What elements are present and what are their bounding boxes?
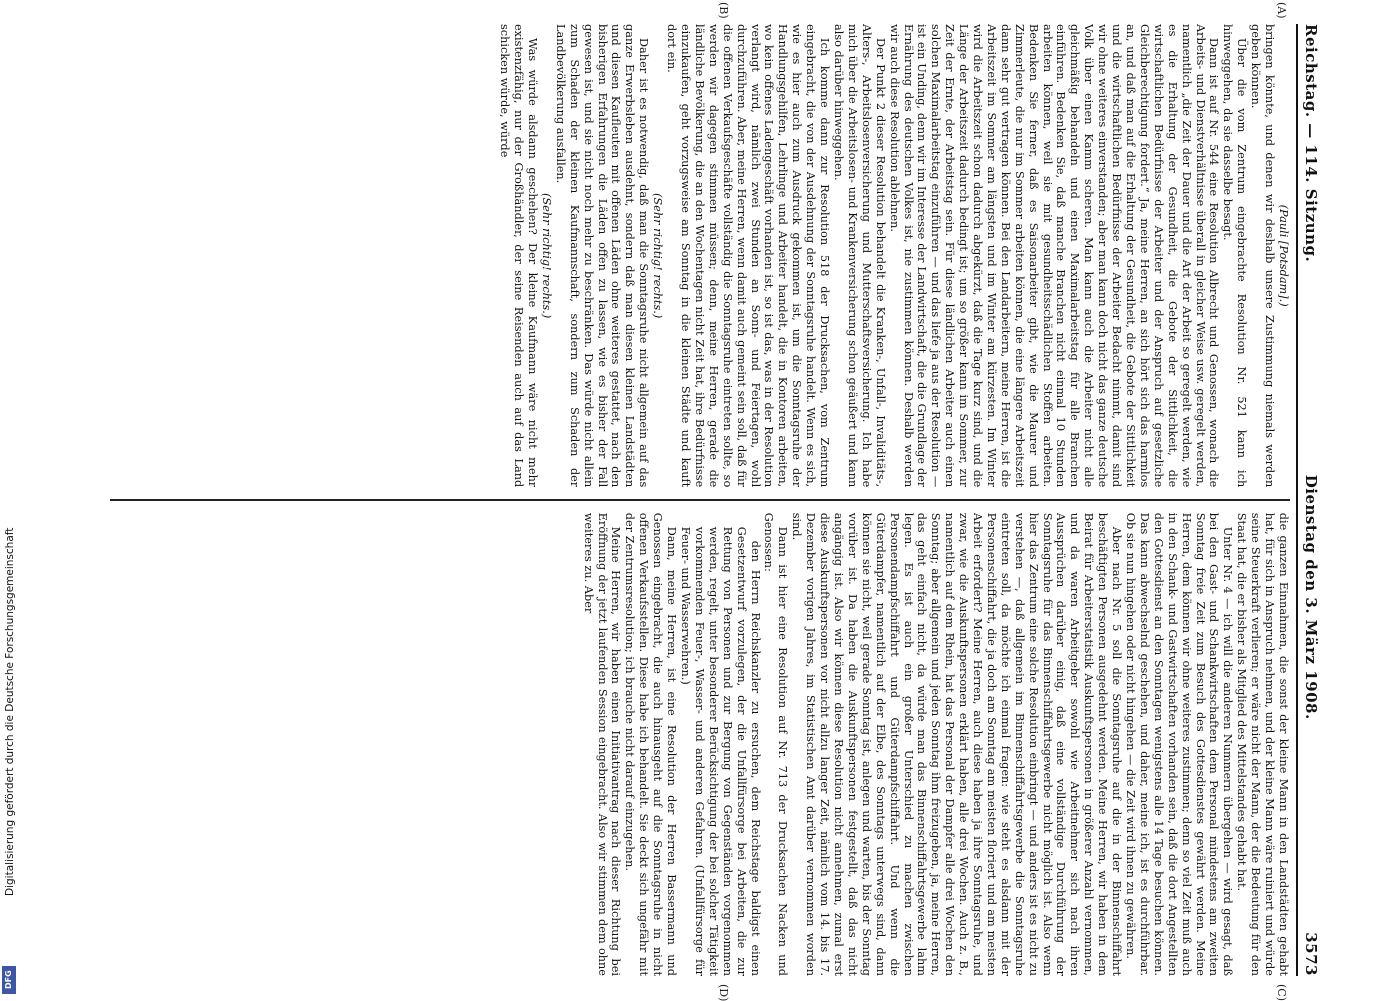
column-divider <box>110 499 1290 500</box>
left-column <box>110 24 1290 487</box>
margin-marker-d: (D) <box>717 984 730 1001</box>
funding-note-strip <box>0 0 18 1000</box>
interjection: (Sehr richtig! rechts.) <box>539 193 553 319</box>
paragraph: Dann ist hier eine Resolution auf Nr. 713 der Drucksachen Nacken und Genossen: <box>762 512 790 976</box>
paragraph: die ganzen Einnahmen, die sonst der kleine Mann in den Landstädten gehabt hat, für sich in Anspruch nehmen, und der kleine Mann wäre ruiniert und würde seine Steuerkraft verlieren; er wäre nicht der Mann, der die Bedeutung für den Staat hat, die er bisher als Mitglied des Mittelstandes gehabt hat. <box>1235 512 1290 976</box>
right-column <box>110 513 1290 976</box>
margin-marker-b: (B) <box>717 2 730 19</box>
paragraph: Was würde alsdann geschehen? Der kleine Kaufmann wäre nicht mehr existenzfähig, nur der Großhändler, der seine Reisenden auch auf das Land schicken würde, würde <box>498 24 540 488</box>
paragraph: Dann, meine Herren, ist eine Resolution der Herren Bassermann und Genossen eingebracht, die auch hinausgeht auf die Sonntagsruhe in nicht offenen Verkaufsstellen. Diese habe ich behandelt. Sie deckt sich ungefähr mit der Zentrumsresolution; ich brauche nicht darauf einzugehen. <box>623 512 679 976</box>
page-number: 3573 <box>1302 932 1320 976</box>
paragraph: Über die vom Zentrum eingebrachte Resolution Nr. 521 kann ich hinweggehen, da sie dasselbe besagt. <box>1221 24 1249 488</box>
paragraph: Daher ist es notwendig, daß man die Sonntagsruhe nicht allgemein auf das ganze Erwerbsleben ausdehnt, sondern daß man diesen kleinen Landstädten und diesen Kaufleuten mit offenen Läden ohne weiteres gestattet, nach den bisherigen Erfahrungen die Läden offen zu lassen, wie es bisher der Fall gewesen ist, und sie nicht noch mehr zu beschränken. Das würde nicht allein zum Schaden der kleinen Kaufmannschaft, sondern zum Schaden der Landbevölkerung ausfallen. <box>553 24 651 488</box>
paragraph: bringen könnte, und denen wir deshalb unsere Zustimmung niemals werden geben können. <box>1249 24 1277 488</box>
paragraph: Meine Herren, wir haben einen Initiativantrag nach dieser Richtung bei Eröffnung der jetzt laufenden Session eingebracht. Also wir stimmen dem ohne weiteres zu. Aber <box>581 512 623 976</box>
speaker-name: (Pauli [Potsdam].) <box>1277 204 1290 307</box>
paragraph: Der Punkt 2 dieser Resolution behandelt die Kranken-, Unfall-, Invaliditäts-, Alters-, Arbeitslosenversicherung und Mutterschaftsversicherung. Ich habe mich über die Arbeitslosen- und Krankenversicherung schon geäußert und kann also darüber hinweggehen. <box>832 24 887 488</box>
funding-note: Digitalisierung gefördert durch die Deutsche Forschungsgemeinschaft <box>4 527 16 896</box>
margin-marker-c: (C) <box>1275 984 1288 1001</box>
header-date: Dienstag den 3. März 1908. <box>1302 474 1320 720</box>
paragraph: Unter Nr. 4 — ich will die anderen Nummern übergehen — wird gesagt, daß bei den Gast- und Schankwirtschaften dem Personal mindestens am zweiten Sonntag freie Zeit zum Besuch des Gottesdienstes gewährt werden. Meine Herren, dem können wir ohne weiteres zustimmen; denn so viel Zeit muß auch in den Schank- und Gastwirtschaften vorhanden sein, daß die dort Angestellten den Gottesdienst an den Sonntagen wenigstens alle 14 Tage besuchen können. Das kann abwechselnd geschehen, und daher, meine ich, ist es durchführbar. Ob sie nun hingehen oder nicht hingehen — die Zeit wird ihnen zu gewähren. <box>1124 512 1235 976</box>
margin-marker-a: (A) <box>1275 2 1288 19</box>
header-session: Reichstag. — 114. Sitzung. <box>1302 24 1320 263</box>
interjection: (Sehr richtig! rechts.) <box>651 193 665 319</box>
text-columns <box>110 2 1290 1001</box>
page-header <box>1296 24 1324 976</box>
paragraph: Ich komme dann zur Resolution 518 der Drucksachen, vom Zentrum eingebracht, die von der Ausdehnung der Sonntagsruhe handelt. Wenn es sich, wie es hier auch zum Ausdruck gekommen ist, um die Sonntagsruhe der Handlungsgehilfen, Lehrlinge und Arbeiter handelt, die in Kontoren arbeiten, wo kein offenes Ladengeschäft vorhanden ist, so ist das, was in der Resolution verlangt wird, nämlich zwei Stunden an Sonn- und Feiertagen, wohl durchzuführen. Aber, meine Herren, wenn damit auch gemeint sein soll, daß für die offenen Verkaufsgeschäfte vollständig die Sonntagsruhe eintreten sollte, so werden wir dagegen stimmen müssen; denn, meine Herren, gerade die ländliche Bevölkerung, die an den Wochentagen nicht Zeit hat, ihre Bedürfnisse einzukaufen, geht vorzugsweise am Sonntag in die kleinen Städte und kauft dort ein. <box>665 24 832 488</box>
quoted-resolution: den Herrn Reichskanzler zu ersuchen, dem Reichstage baldigst einen Gesetzentwurf vorzulegen, der die Unfallfürsorge bei Arbeiten, die zur Rettung von Personen und zur Bergung von Gegenständen vorgenommen werden, regelt, unter besonderer Berücksichtigung der bei solcher Tätigkeit vorkommenden Feuer-, Wasser- und anderen Gefahren. (Unfallfürsorge für Feuer- und Wasserwehren.) <box>679 526 762 976</box>
paragraph: Aber nach Nr. 5 soll die Sonntagsruhe auf die in der Binnenschiffahrt beschäftigten Personen ausgedehnt werden. Meine Herren, wir haben in dem Beirat für Arbeiterstatistik Auskunftspersonen in größerer Anzahl vernommen, und da waren Arbeitgeber sowohl wie Arbeitnehmer sich nach ihren Aussprüchen darüber einig, daß eine vollständige Durchführung der Sonntagsruhe für das Binnenschiffahrtsgewerbe nicht möglich ist. Also wenn hier das Zentrum eine solche Resolution einbringt — und anders ist es nicht zu verstehen —, daß allgemein im Binnenschiffahrtsgewerbe die Sonntagsruhe eintreten soll, da möchte ich einmal fragen: wie steht es alsdann mit der Personenschiffahrt, die ja doch am Sonntag am meisten floriert und am meisten Arbeit erfordert? Meine Herren, auch diese haben ja ihre Sonntagsruhe, und zwar, wie die Auskunftspersonen erklärt haben, alle drei Wochen. Auch z. B., namentlich auf dem Rhein, hat das Personal der Dampfer alle drei Wochen den Sonntag; aber allgemein und jeden Sonntag ihm freizugeben, ja, meine Herren, das geht einfach nicht, da würde man das Binnenschiffahrtsgewerbe lahm legen. Es ist auch ein großer Unterschied zu machen zwischen Personendampfschiffahrt und Güterdampfschiffahrt. Und wenn die Güterdampfer, namentlich auf der Elbe, des Sonntags unterwegs sind, dann können sie nicht, weil gerade Sonntag ist, anlegen und warten, bis der Sonntag vorüber ist. Da haben die Auskunftspersonen festgestellt, daß das nicht angängig ist. Also wir können diese Resolution nicht annehmen, zumal erst diese Auskunftspersonen vor nicht allzu langer Zeit, nämlich vom 14. bis 17. Dezember vorigen Jahres, im Statistischen Amt darüber vernommen worden sind. <box>790 512 1124 976</box>
paragraph: Dann ist auf Nr. 544 eine Resolution Albrecht und Genossen, wonach die Arbeits- und Dienstverhältnisse überall in gleicher Weise usw. geregelt werden, namentlich „die Zeit der Dauer und die Art der Arbeit so geregelt werden, wie es die Erhaltung der Gesundheit, die Gebote der Sittlichkeit, die wirtschaftlichen Bedürfnisse der Arbeiter und der Anspruch auf gesetzliche Gleichberechtigung fordert.“ Ja, meine Herren, an sich hört sich das harmlos an, und daß man auf die Erhaltung der Gesundheit, die Gebote der Sittlichkeit und die wirtschaftlichen Bedürfnisse der Arbeiter Bedacht nimmt, damit sind wir ohne weiteres einverstanden; aber man kann doch nicht das ganze deutsche Volk über einen Kamm scheren. Man kann auch die Arbeiter nicht alle gleichmäßig behandeln und einen Maximalarbeitstag für alle Branchen einführen. Bedenken Sie, daß manche Branchen nicht einmal 10 Stunden arbeiten können, weil sie mit gesundheitsschädlichen Stoffen arbeiten. Bedenken Sie ferner, daß es Saisonarbeiter gibt, wie die Maurer und Zimmerleute, die nur im Sommer arbeiten können, die eine längere Arbeitszeit dann sehr gut vertragen können. Bei den Landarbeitern, meine Herren, ist die Arbeitszeit im Sommer am längsten und im Winter am kürzesten. Im Winter wird die Arbeitszeit schon dadurch abgekürzt, daß die Tage kurz sind, und die Länge der Arbeitszeit dadurch bedingt ist; um so größer kann im Sommer, zur Zeit der Ernte, der Arbeitstag sein. Für diese ländlichen Arbeiter auch einen solchen Maximalarbeitstag einzuführen — und das liefe ja aus der Resolution — ist ein Unding, denn wir im Interesse der Landwirtschaft, die die Grundlage der Ernährung des deutschen Volkes ist, nie zustimmen können. Deshalb werden wir auch diese Resolution ablehnen. <box>887 24 1221 488</box>
dfg-logo-icon: DFG <box>2 966 16 994</box>
document-page <box>90 0 1330 1000</box>
